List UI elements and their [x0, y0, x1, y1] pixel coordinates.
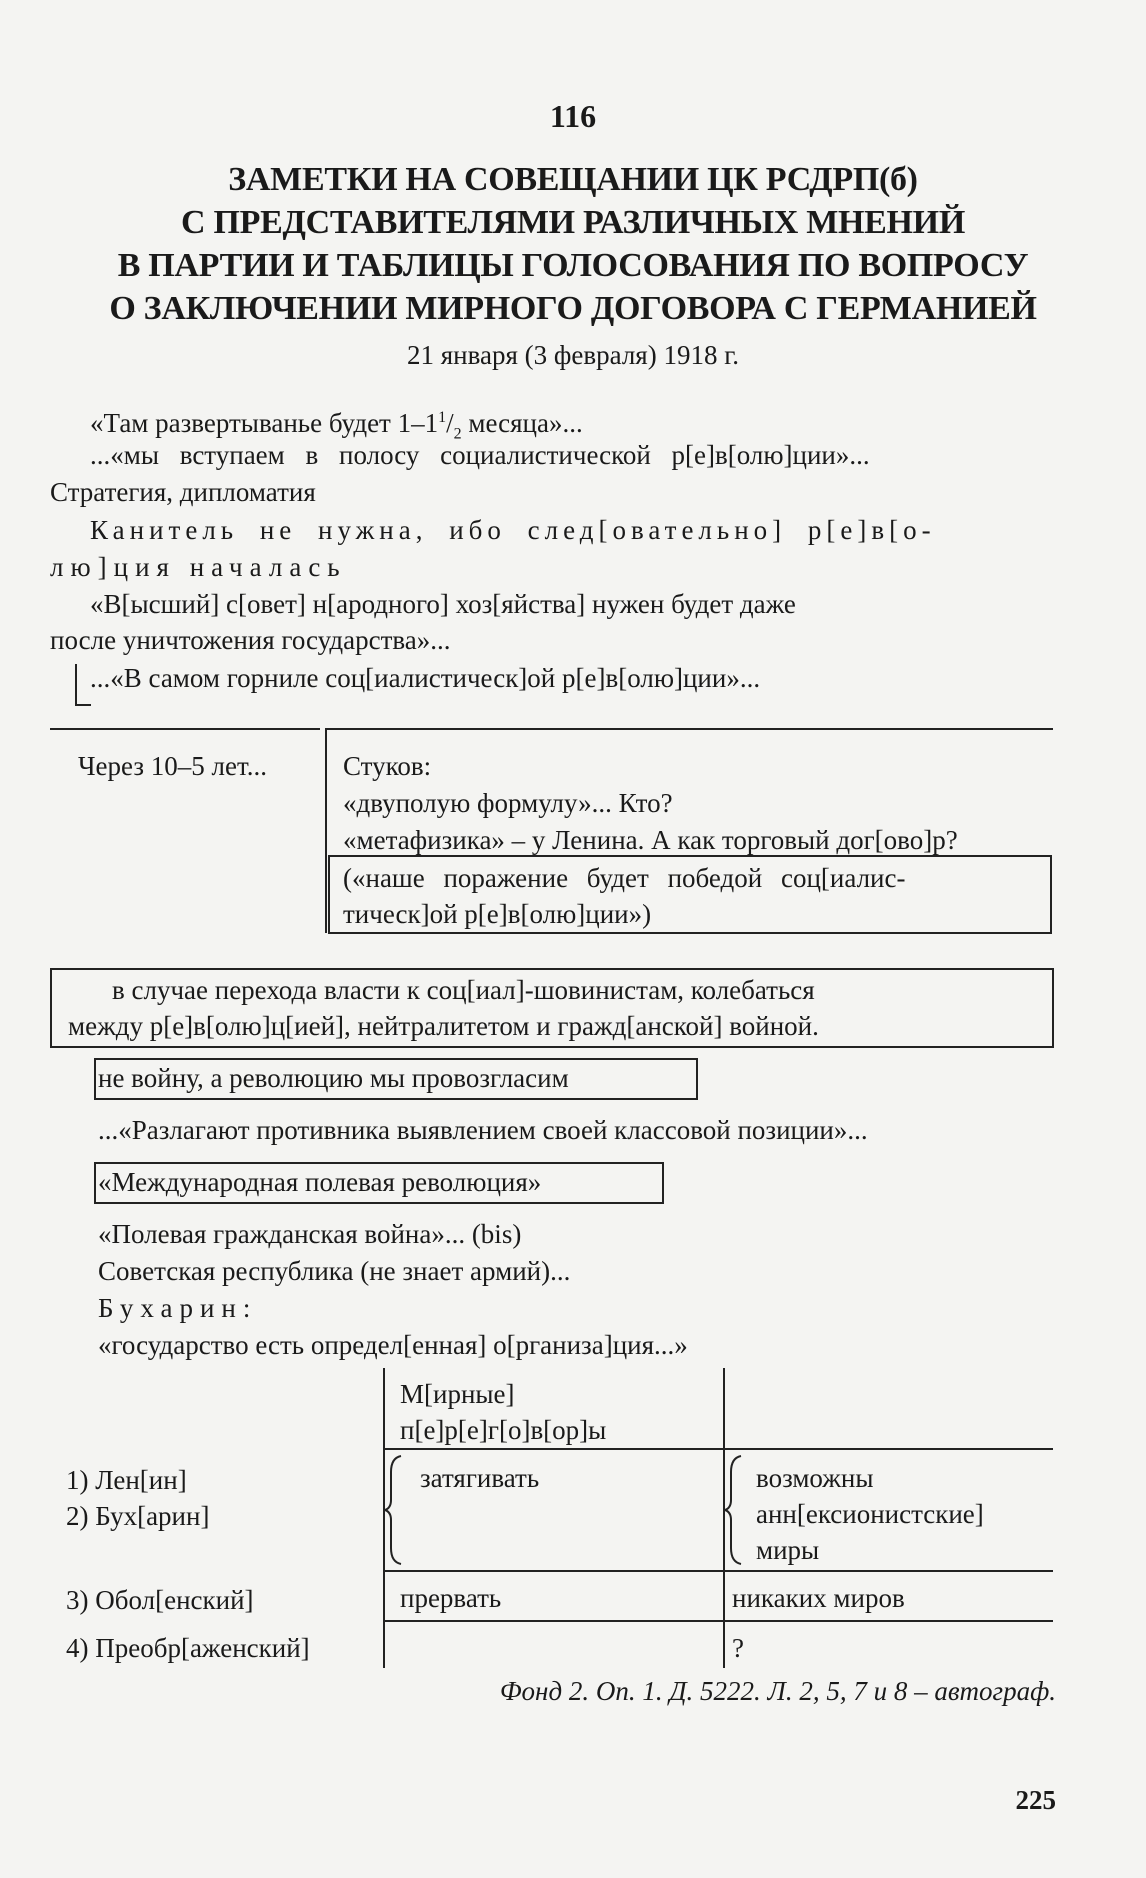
- document-date: 21 января (3 февраля) 1918 г.: [406, 340, 739, 370]
- document-number: 116: [549, 98, 597, 134]
- stukov-vertical-rule: [325, 728, 327, 933]
- vote-action-break: прервать: [400, 1583, 502, 1613]
- stukov-boxed-line-2: тическ]ой р[е]в[олю]ции»): [343, 899, 652, 929]
- stukov-line-1: «двуполую формулу»... Кто?: [343, 788, 673, 818]
- stukov-speaker: Стуков:: [343, 751, 432, 781]
- note-line-3: Стратегия, дипломатия: [50, 477, 316, 507]
- vote-table-header-rule: [383, 1448, 1053, 1450]
- stukov-divider-right: [325, 728, 1053, 730]
- title-line-1: ЗАМЕТКИ НА СОВЕЩАНИИ ЦК РСДРП(б): [228, 161, 918, 198]
- boxed-statement-line-1: в случае перехода власти к соц[иал]-шовинистам, колебаться: [112, 975, 815, 1005]
- note-line-5: лю]ция началась: [50, 552, 347, 582]
- note-line-1-fraction-numerator: 1: [438, 409, 447, 426]
- document-title: [0, 158, 1146, 330]
- stukov-divider-left: [50, 728, 320, 730]
- boxed-statement-line-2: между р[е]в[олю]ц[ией], нейтралитетом и гражд[анской] войной.: [68, 1011, 819, 1041]
- after-line-4: «государство есть определ[енная] о[рганиза]ция...»: [98, 1330, 688, 1360]
- note-line-7: после уничтожения государства»...: [50, 625, 451, 655]
- title-line-2: С ПРЕДСТАВИТЕЛЯМИ РАЗЛИЧНЫХ МНЕНИЙ: [181, 204, 965, 241]
- vote-action-drag: затягивать: [420, 1463, 540, 1493]
- note-line-4: Канитель не нужна, ибо след[овательно] р[е]в[о-: [90, 515, 936, 545]
- after-line-1: «Полевая гражданская война»... (bis): [98, 1219, 522, 1249]
- vote-outcome-drag-3: миры: [756, 1535, 820, 1565]
- stukov-line-2: «метафизика» – у Ленина. А как торговый дог[ово]р?: [343, 825, 958, 855]
- note-line-1-fraction-denominator: 2: [453, 425, 462, 443]
- brace-right-icon: [723, 1454, 745, 1566]
- vote-table-row-rule-1: [383, 1570, 1053, 1572]
- field-revolution: «Международная полевая революция»: [98, 1167, 542, 1197]
- title-line-3: В ПАРТИИ И ТАБЛИЦЫ ГОЛОСОВАНИЯ ПО ВОПРОСУ: [117, 247, 1029, 284]
- vote-outcome-drag-2: анн[ексионистские]: [756, 1499, 984, 1529]
- brace-left-icon: [383, 1454, 405, 1566]
- note-line-2: ...«мы вступаем в полосу социалистической р[е]в[олю]ции»...: [90, 440, 870, 470]
- bracket-mark-horizontal: [75, 704, 91, 706]
- vote-header-line-1: М[ирные]: [400, 1379, 515, 1409]
- note-line-1-fraction-slash: /: [446, 408, 454, 438]
- vote-speaker-1: 1) Лен[ин]: [66, 1465, 187, 1495]
- vote-speaker-2: 2) Бух[арин]: [66, 1501, 210, 1531]
- after-line-2: Советская республика (не знает армий)...: [98, 1256, 571, 1286]
- vote-header-line-2: п[е]р[е]г[о]в[ор]ы: [400, 1415, 607, 1445]
- note-line-6: «В[ысший] с[овет] н[ародного] хоз[яйства] нужен будет даже: [90, 589, 796, 619]
- quote-line: ...«Разлагают противника выявлением своей классовой позиции»...: [98, 1115, 868, 1145]
- after-line-3: Бухарин:: [98, 1293, 258, 1323]
- revolution-line: не войну, а революцию мы провозгласим: [98, 1063, 569, 1093]
- title-line-4: О ЗАКЛЮЧЕНИИ МИРНОГО ДОГОВОРА С ГЕРМАНИЕЙ: [109, 290, 1037, 327]
- stukov-left-label: Через 10–5 лет...: [78, 751, 267, 781]
- stukov-boxed-line-1: («наше поражение будет победой соц[иалис-: [343, 863, 906, 893]
- vote-speaker-3: 3) Обол[енский]: [66, 1585, 254, 1615]
- vote-table-row-rule-2: [383, 1620, 1053, 1622]
- vote-outcome-drag-1: возможны: [756, 1463, 874, 1493]
- archive-source: Фонд 2. Оп. 1. Д. 5222. Л. 2, 5, 7 и 8 – автограф.: [499, 1676, 1056, 1706]
- note-line-1-text-end: месяца»...: [461, 408, 583, 438]
- note-line-1-text: «Там развертыванье будет 1–1: [90, 408, 439, 438]
- vote-outcome-unknown: ?: [732, 1633, 744, 1663]
- bracket-mark-vertical: [75, 664, 77, 706]
- page-number: 225: [1015, 1785, 1056, 1815]
- vote-speaker-4: 4) Преобр[аженский]: [66, 1633, 310, 1663]
- note-line-8: ...«В самом горниле соц[иалистическ]ой р[е]в[олю]ции»...: [90, 663, 761, 693]
- vote-outcome-break: никаких миров: [732, 1583, 905, 1613]
